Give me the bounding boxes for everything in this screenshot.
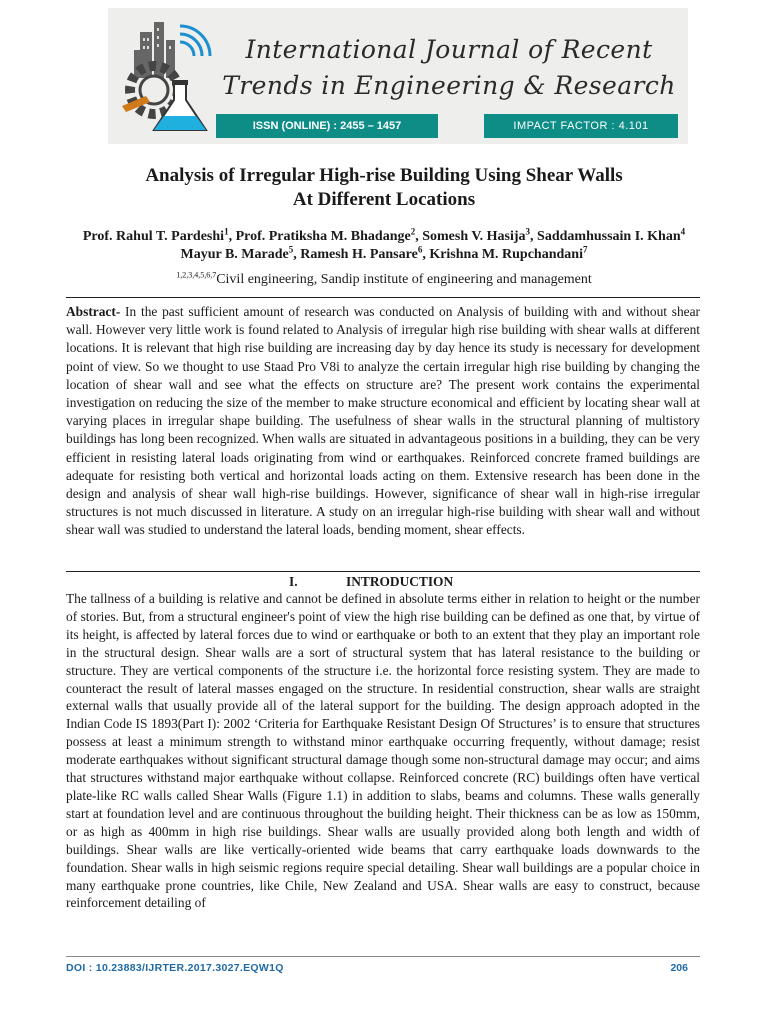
journal-title: International Journal of Recent Trends in Engineering & Research (222, 35, 676, 100)
author-separator: , (228, 229, 236, 244)
affiliation (70, 271, 698, 289)
page-number: 206 (670, 962, 688, 974)
author-superscript: 5 (288, 244, 294, 255)
author-superscript: 3 (525, 226, 531, 237)
author-superscript: 4 (680, 226, 686, 237)
author-separator: , (530, 229, 538, 244)
impact-factor-bar: IMPACT FACTOR : 4.101 (484, 114, 678, 138)
author-separator: , (293, 247, 301, 262)
section-heading (66, 573, 700, 591)
author-separator: , (422, 247, 430, 262)
author-list (70, 228, 698, 264)
introduction-body: The tallness of a building is relative and cannot be defined in absolute terms either in relation to height or the number of stories. But, from a structural engineer's point of view the high rise building can be defined as one that, by virtue of its height, is affected by lateral forces due to wind or earthquake or both to an extent that they play an important role in the structural design. Shear walls are a sort of structural system that has lateral resistance to the building or structure. They are vertical components of the structure i.e. the horizontal force resisting system. They are made to counteract the result of lateral masses engaged on the structure. In residential construction, shear walls are straight external walls that usually provide all of the lateral support for the building. The design approach adopted in the Indian Code IS 1893(Part I): 2002 ‘Criteria for Earthquake Resistant Design Of Structures’ is to ensure that structures possess at least a minimum strength to withstand minor earthquake occurring frequently, without damage; resist moderate earthquakes without significant structural damage though some non-structural damage may occur; and aims that structures withstand major earthquake without collapse. Reinforced concrete (RC) buildings often have vertical plate-like RC walls called Shear Walls (Figure 1.1) in addition to slabs, beams and columns. These walls generally start at foundation level and are continuous throughout the building height. Their thickness can be as low as 150mm, or as high as 400mm in high rise buildings. Shear walls are usually provided along both length and width of buildings. Shear walls are like vertically-oriented wide beams that carry earthquake loads downwards to the foundation. Shear walls in high seismic regions require special detailing. Shear wall buildings are a popular choice in many earthquake prone countries, like Chile, New Zealand and USA. Shear walls are easy to construct, because reinforcement detailing of (66, 591, 700, 911)
affiliation-text: Civil engineering, Sandip institute of engineering and management (216, 272, 592, 287)
paper-title (70, 164, 698, 212)
section-number: I. (289, 574, 298, 589)
author-superscript: 1 (224, 226, 229, 237)
title-line-2: At Different Locations (292, 189, 476, 210)
author-name: Prof. Pratiksha M. Bhadange (235, 229, 411, 244)
issn-bar: ISSN (ONLINE) : 2455 – 1457 (216, 114, 438, 138)
affiliation-superscript: 1,2,3,4,5,6,7 (176, 270, 217, 280)
doi-link[interactable]: DOI : 10.23883/IJRTER.2017.3027.EQW1Q (66, 962, 284, 974)
section-title: INTRODUCTION (346, 574, 454, 589)
abstract-bottom-rule (66, 571, 700, 572)
abstract-label: Abstract- (66, 304, 121, 319)
author-name: Krishna M. Rupchandani (429, 247, 583, 262)
author-name: Ramesh H. Pansare (300, 247, 418, 262)
author-superscript: 2 (410, 226, 416, 237)
abstract-top-rule (66, 297, 700, 298)
abstract (66, 303, 700, 540)
title-line-1: Analysis of Irregular High-rise Building Using Shear Walls (145, 165, 623, 186)
author-superscript: 6 (417, 244, 423, 255)
footer-rule (66, 956, 700, 957)
gear-buildings-flask-logo (114, 12, 214, 140)
author-name: Prof. Rahul T. Pardeshi (82, 229, 225, 244)
author-name: Mayur B. Marade (180, 247, 289, 262)
abstract-text: In the past sufficient amount of research was conducted on Analysis of building with and without shear wall. However very little work is found related to Analysis of irregular high rise building with shear walls at different locations. It is relevant that high rise building are increasing day by day hence its study is necessary for development point of view. So we thought to use Staad Pro V8i to analyze the certain irregular high rise building by changing the location of shear wall and see what the effects on structure are? The present work contains the experimental investigation on reducing the size of the member to make structure economical and efficient by locating shear wall at varying places in irregular shape building. The usefulness of shear walls in the structural planning of multistory buildings has long been recognized. When walls are situated in advantageous positions in a building, they can be very efficient in resisting lateral loads originating from wind or earthquakes. Reinforced concrete framed buildings are adequate for resisting both vertical and horizontal loads acting on them. Extensive research has been done in the design and analysis of shear wall high-rise buildings. However, significance of shear wall in high-rise irregular structures is not much discussed in literature. A study on an irregular high-rise building with shear wall and without shear wall was studied to understand the lateral loads, bending moment, shear effects. (66, 304, 700, 538)
author-name: Saddamhussain I. Khan (537, 229, 681, 244)
author-superscript: 7 (582, 244, 588, 255)
author-name: Somesh V. Hasija (422, 229, 526, 244)
journal-banner (108, 8, 688, 144)
author-separator: , (415, 229, 423, 244)
